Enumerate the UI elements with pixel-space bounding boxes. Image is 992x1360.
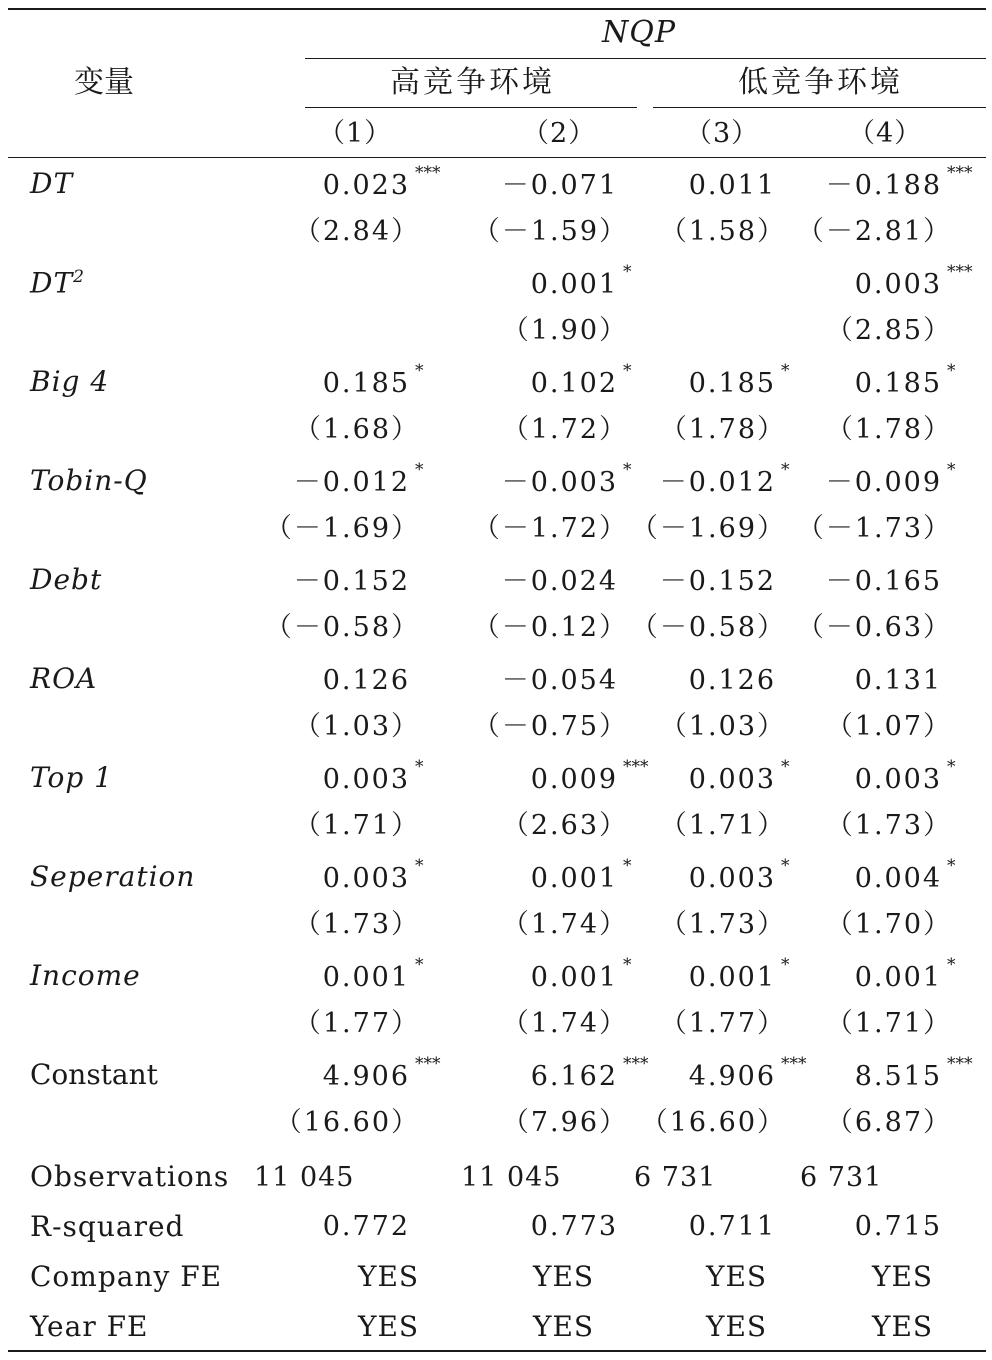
coefficient: －0.009 * [825, 460, 956, 498]
significance-stars: * [623, 262, 632, 282]
t-statistic: （1.90） [501, 315, 628, 346]
t-statistic: （－0.12） [472, 612, 628, 643]
t-statistic: （－1.69） [264, 513, 420, 544]
variable-name: Big 4 [30, 365, 110, 398]
year-fe-value: YES [706, 1310, 768, 1343]
coefficient: 0.001 * [530, 262, 632, 300]
significance-stars: *** [623, 1054, 649, 1074]
t-statistic: （－1.69） [630, 513, 786, 544]
group-high-competition: 高竞争环境 [390, 65, 555, 100]
significance-stars: * [781, 955, 790, 975]
significance-stars: *** [415, 1054, 441, 1074]
company-fe-value: YES [706, 1260, 768, 1293]
coefficient: 0.126 [322, 665, 410, 696]
t-statistic: （1.58） [659, 216, 786, 247]
coefficient: 0.003 * [688, 856, 790, 894]
variable-label [30, 167, 74, 200]
variable-label [30, 464, 148, 497]
variable-name: Constant [30, 1058, 158, 1091]
variable-label [30, 662, 98, 695]
t-statistic: （1.07） [825, 711, 952, 742]
variable-label [30, 959, 141, 992]
coefficient: 0.003 *** [854, 262, 973, 300]
coefficient: －0.152 [659, 566, 776, 597]
significance-stars: * [415, 460, 424, 480]
r-squared-value: 0.711 [688, 1211, 776, 1242]
coefficient: 4.906 *** [688, 1054, 807, 1092]
significance-stars: *** [947, 163, 973, 183]
coefficient: －0.003 * [501, 460, 632, 498]
variable-name: DT [30, 167, 74, 200]
t-statistic: （2.85） [825, 315, 952, 346]
variable-superscript: 2 [73, 267, 85, 287]
coefficient: 0.003 * [322, 757, 424, 795]
significance-stars: *** [781, 1054, 807, 1074]
significance-stars: *** [947, 262, 973, 282]
coefficient: －0.152 [293, 566, 410, 597]
coefficient: －0.024 [501, 566, 618, 597]
column-number: （4） [848, 118, 923, 149]
significance-stars: *** [415, 163, 441, 183]
variable-label [30, 761, 113, 794]
variable-name: Seperation [30, 860, 196, 893]
header-bottom-rule [8, 157, 986, 158]
observations-value: 11 045 [461, 1162, 562, 1193]
column-number: （3） [685, 118, 760, 149]
coefficient: 0.185 * [688, 361, 790, 399]
variable-name: ROA [30, 662, 98, 695]
year-fe-value: YES [872, 1310, 934, 1343]
coefficient: 0.003 * [688, 757, 790, 795]
t-statistic: （1.77） [659, 1008, 786, 1039]
t-statistic: （1.78） [659, 414, 786, 445]
variable-name: Top 1 [30, 761, 113, 794]
group-underline-high [305, 107, 637, 108]
coefficient: 0.001 * [322, 955, 424, 993]
t-statistic: （2.84） [293, 216, 420, 247]
significance-stars: *** [623, 757, 649, 777]
coefficient: －0.012 * [659, 460, 790, 498]
group-low-competition: 低竞争环境 [738, 65, 903, 100]
t-statistic: （1.68） [293, 414, 420, 445]
significance-stars: * [415, 361, 424, 381]
r-squared-value: 0.773 [530, 1211, 618, 1242]
top-rule [8, 8, 986, 10]
coefficient: －0.165 [825, 566, 942, 597]
t-statistic: （－1.59） [472, 216, 628, 247]
significance-stars: * [947, 757, 956, 777]
significance-stars: * [623, 460, 632, 480]
variable-name: Income [30, 959, 141, 992]
group-underline-low [653, 107, 986, 108]
bottom-rule [8, 1350, 986, 1352]
significance-stars: * [415, 955, 424, 975]
significance-stars: * [781, 757, 790, 777]
significance-stars: * [415, 856, 424, 876]
coefficient: 0.001 * [688, 955, 790, 993]
coefficient: －0.054 [501, 665, 618, 696]
variable-name: Debt [30, 563, 103, 596]
t-statistic: （1.77） [293, 1008, 420, 1039]
t-statistic: （16.60） [274, 1107, 420, 1138]
coefficient: 0.011 [688, 170, 776, 201]
observations-value: 11 045 [254, 1162, 355, 1193]
nqp-underline [305, 58, 986, 59]
t-statistic: （2.63） [501, 810, 628, 841]
t-statistic: （1.73） [659, 909, 786, 940]
variable-label [30, 860, 196, 893]
coefficient: 0.131 [854, 665, 942, 696]
significance-stars: * [623, 955, 632, 975]
coefficient: 0.185 * [854, 361, 956, 399]
coefficient: 0.004 * [854, 856, 956, 894]
coefficient: －0.071 [501, 170, 618, 201]
t-statistic: （1.78） [825, 414, 952, 445]
t-statistic: （－0.58） [630, 612, 786, 643]
significance-stars: * [623, 361, 632, 381]
coefficient: 6.162 *** [530, 1054, 649, 1092]
year-fe-value: YES [358, 1310, 420, 1343]
column-number: （2） [522, 118, 597, 149]
t-statistic: （1.71） [293, 810, 420, 841]
observations-value: 6 731 [634, 1162, 717, 1193]
significance-stars: * [947, 955, 956, 975]
t-statistic: （－0.58） [264, 612, 420, 643]
t-statistic: （1.71） [659, 810, 786, 841]
coefficient: 0.126 [688, 665, 776, 696]
variable-label [30, 563, 103, 596]
variable-name: DT [30, 266, 74, 300]
variable-label [30, 1058, 158, 1091]
t-statistic: （6.87） [825, 1107, 952, 1138]
observations-label: Observations [30, 1160, 230, 1193]
significance-stars: * [781, 460, 790, 480]
coefficient: －0.012 * [293, 460, 424, 498]
significance-stars: * [415, 757, 424, 777]
t-statistic: （1.73） [293, 909, 420, 940]
company-fe-label: Company FE [30, 1260, 223, 1293]
coefficient: 0.102 * [530, 361, 632, 399]
r-squared-value: 0.715 [854, 1211, 942, 1242]
coefficient: 0.009 *** [530, 757, 649, 795]
significance-stars: * [947, 460, 956, 480]
t-statistic: （1.74） [501, 909, 628, 940]
t-statistic: （1.71） [825, 1008, 952, 1039]
t-statistic: （1.74） [501, 1008, 628, 1039]
t-statistic: （1.70） [825, 909, 952, 940]
variable-name: Tobin-Q [30, 464, 148, 497]
t-statistic: （－0.63） [796, 612, 952, 643]
coefficient: 0.001 * [530, 856, 632, 894]
coefficient: 4.906 *** [322, 1054, 441, 1092]
column-number: （1） [318, 118, 393, 149]
significance-stars: * [947, 856, 956, 876]
coefficient: 0.001 * [854, 955, 956, 993]
coefficient: 8.515 *** [854, 1054, 973, 1092]
coefficient: 0.003 * [322, 856, 424, 894]
t-statistic: （16.60） [640, 1107, 786, 1138]
t-statistic: （1.72） [501, 414, 628, 445]
t-statistic: （－1.72） [472, 513, 628, 544]
company-fe-value: YES [872, 1260, 934, 1293]
variable-label [30, 365, 110, 398]
company-fe-value: YES [533, 1260, 595, 1293]
coefficient: 0.023 *** [322, 163, 441, 201]
r-squared-label: R-squared [30, 1210, 185, 1243]
significance-stars: * [623, 856, 632, 876]
coefficient: 0.185 * [322, 361, 424, 399]
coefficient: －0.188 *** [825, 163, 973, 201]
company-fe-value: YES [358, 1260, 420, 1293]
coefficient: 0.001 * [530, 955, 632, 993]
t-statistic: （－1.73） [796, 513, 952, 544]
r-squared-value: 0.772 [322, 1211, 410, 1242]
year-fe-label: Year FE [30, 1310, 149, 1343]
observations-value: 6 731 [800, 1162, 883, 1193]
significance-stars: * [781, 361, 790, 381]
t-statistic: （1.03） [659, 711, 786, 742]
t-statistic: （1.03） [293, 711, 420, 742]
variable-label [30, 266, 85, 300]
t-statistic: （－2.81） [796, 216, 952, 247]
significance-stars: * [781, 856, 790, 876]
corner-label: 变量 [74, 65, 134, 100]
coefficient: 0.003 * [854, 757, 956, 795]
t-statistic: （7.96） [501, 1107, 628, 1138]
dependent-variable: NQP [602, 15, 677, 50]
significance-stars: *** [947, 1054, 973, 1074]
significance-stars: * [947, 361, 956, 381]
t-statistic: （－0.75） [472, 711, 628, 742]
year-fe-value: YES [533, 1310, 595, 1343]
t-statistic: （1.73） [825, 810, 952, 841]
